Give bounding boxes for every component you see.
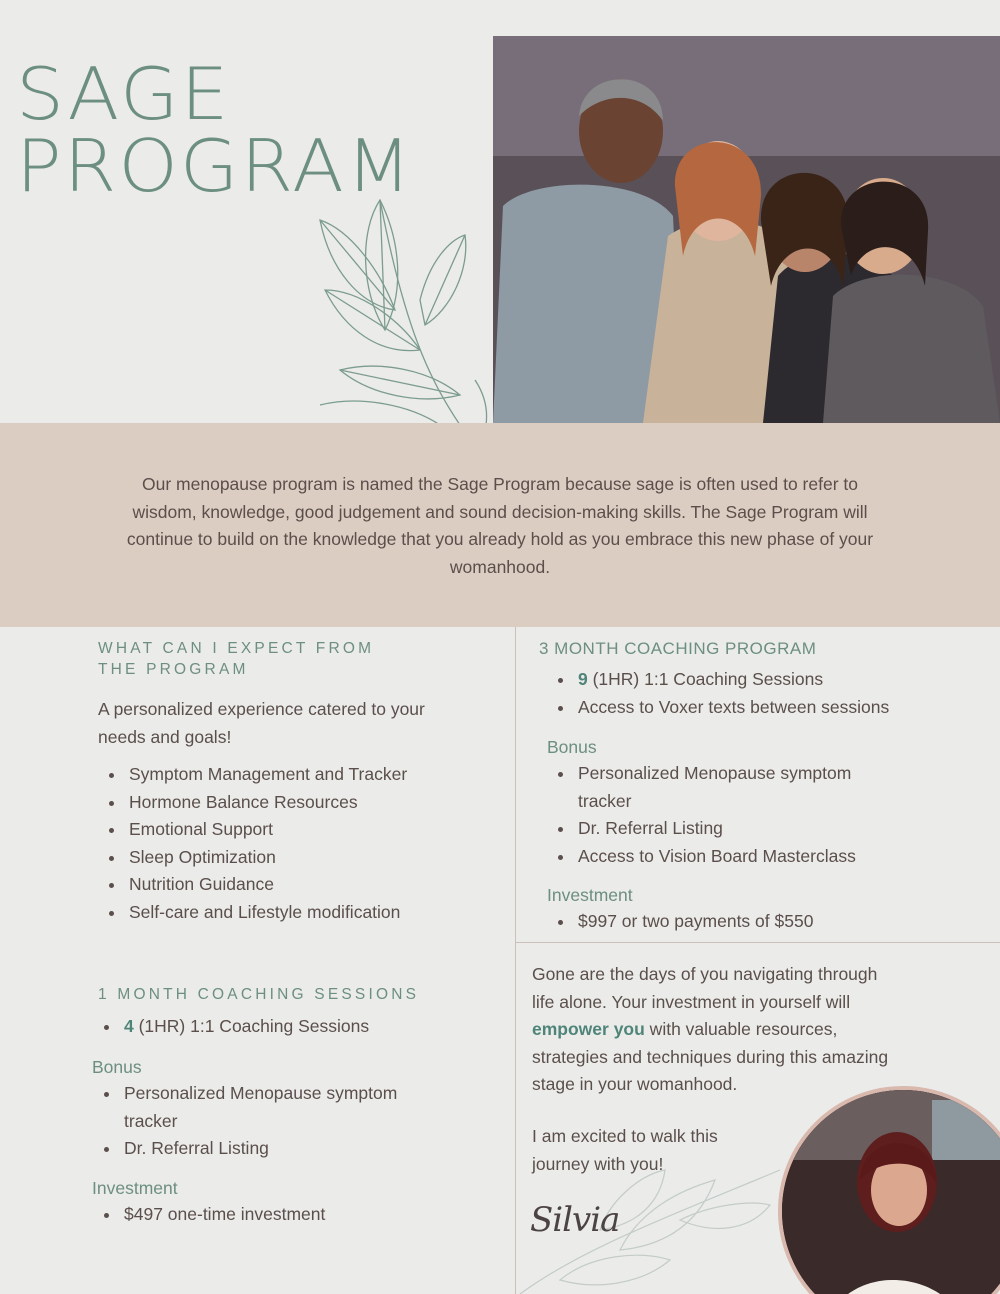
closing-text [532,961,888,1099]
list-item [556,760,856,815]
list-item [102,1080,397,1135]
title-line-2: PROGRAM [16,124,414,208]
signature: Silvia [530,1200,620,1240]
list-item: Emotional Support [107,816,407,844]
list-item: Dr. Referral Listing [102,1135,397,1163]
one-month-heading: 1 MONTH COACHING SESSIONS [98,986,420,1003]
group-photo-illustration [493,36,1000,423]
expect-description-line-2: needs and goals! [98,726,232,747]
three-month-sessions-text: (1HR) 1:1 Coaching Sessions [587,669,824,689]
one-month-sessions-list [102,1013,369,1041]
three-month-sessions-list [556,666,889,721]
one-month-bonus-list [102,1080,397,1163]
list-item: Access to Voxer texts between sessions [556,694,889,722]
portrait-photo [778,1086,1000,1294]
list-item: Nutrition Guidance [107,871,407,899]
one-month-bonus-item-1-line-1: Personalized Menopause symptom [124,1083,398,1103]
list-item: Dr. Referral Listing [556,815,856,843]
expect-heading-line-1: WHAT CAN I EXPECT FROM [98,640,375,657]
list-item: $997 or two payments of $550 [556,908,813,936]
excited-line-2: journey with you! [532,1153,664,1174]
expect-description-line-1: A personalized experience catered to your [98,699,425,719]
title-line-1: SAGE [16,52,231,136]
closing-emphasis: empower you [532,1019,645,1039]
one-month-investment-list [102,1201,325,1229]
expect-list [107,761,407,927]
list-item [102,1013,369,1041]
intro-band [0,423,1000,627]
one-month-bonus-item-1-line-2: tracker [124,1110,178,1131]
list-item [556,666,889,694]
closing-line-4: strategies and techniques during this amazing [532,1046,889,1067]
group-photo [493,36,1000,423]
three-month-heading: 3 MONTH COACHING PROGRAM [539,639,817,658]
section-divider [515,942,1000,943]
three-month-investment-list [556,908,813,936]
excited-line-1: I am excited to walk this [532,1126,718,1146]
list-item: Hormone Balance Resources [107,789,407,817]
portrait-illustration [782,1090,1000,1294]
closing-line-2: life alone. Your investment in yourself will [532,991,851,1012]
list-item: Access to Vision Board Masterclass [556,843,856,871]
list-item: $497 one-time investment [102,1201,325,1229]
one-month-investment-label: Investment [92,1178,178,1198]
one-month-sessions-text: (1HR) 1:1 Coaching Sessions [133,1016,370,1036]
three-month-bonus-label: Bonus [547,737,597,757]
expect-description [98,696,425,751]
one-month-bonus-label: Bonus [92,1057,142,1077]
list-item: Self-care and Lifestyle modification [107,899,407,927]
expect-heading [98,638,374,680]
list-item: Sleep Optimization [107,844,407,872]
one-month-count: 4 [124,1016,134,1036]
three-month-bonus-item-1-line-1: Personalized Menopause symptom [578,763,852,783]
closing-line-3-rest: with valuable resources, [644,1019,838,1039]
three-month-bonus-list [556,760,856,870]
intro-text: Our menopause program is named the Sage Program because sage is often used to refer to wisdom, knowledge, good judgement and sound decision-making skills. The Sage Program will continue to build on the knowledge that you already hold as you embrace this new phase of your womanhood. [126,474,874,578]
closing-line-3 [532,1016,888,1044]
three-month-bonus-item-1-line-2: tracker [578,790,632,811]
leaf-illustration-icon [310,180,495,425]
three-month-investment-label: Investment [547,885,633,905]
expect-heading-line-2: THE PROGRAM [98,661,249,678]
three-month-count: 9 [578,669,588,689]
list-item: Symptom Management and Tracker [107,761,407,789]
closing-line-1: Gone are the days of you navigating through [532,964,878,984]
closing-line-5: stage in your womanhood. [532,1074,738,1094]
